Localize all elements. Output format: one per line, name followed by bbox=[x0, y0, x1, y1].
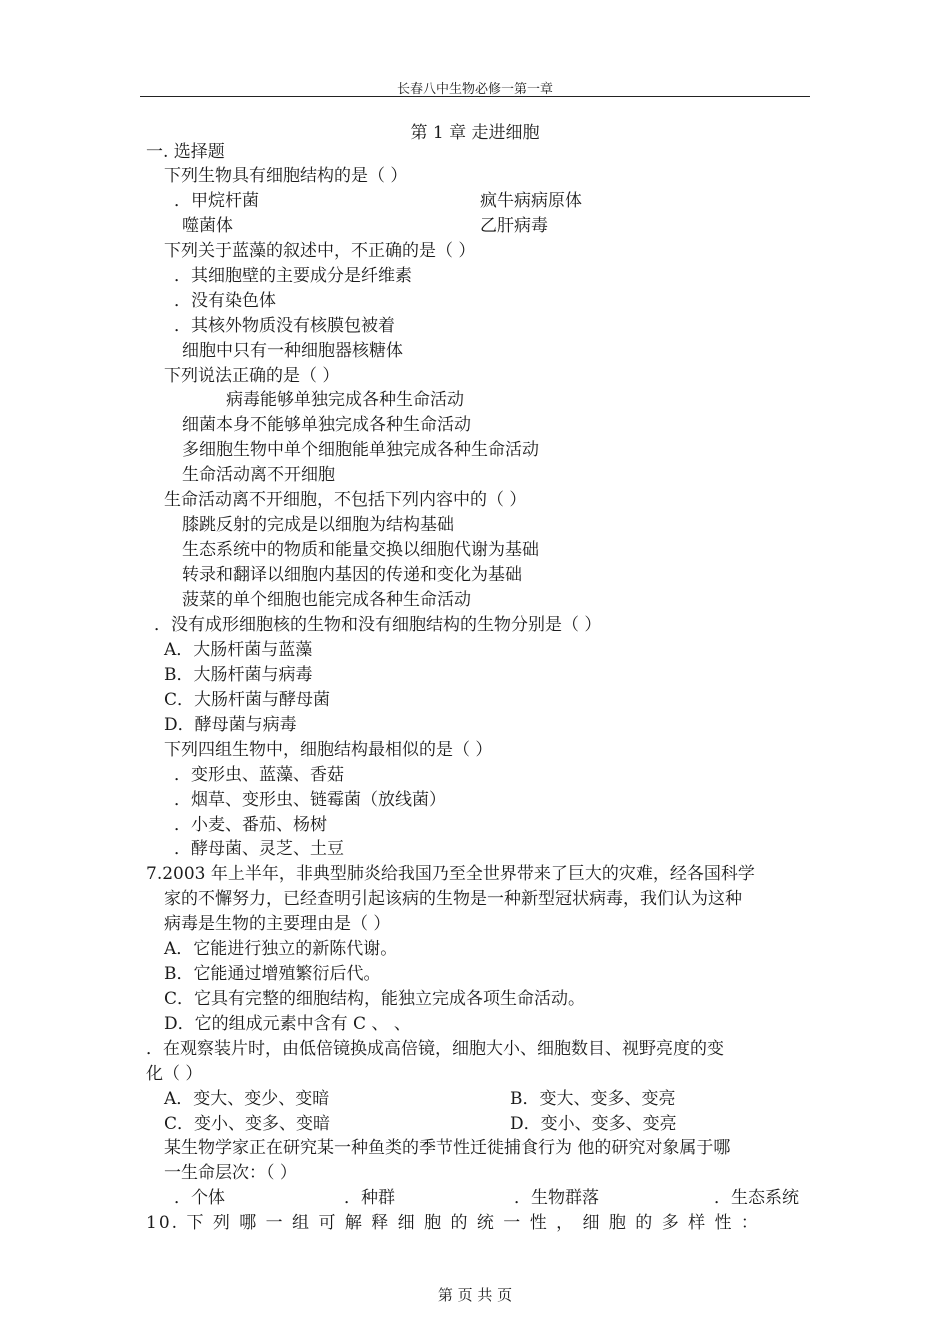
q4-option-d: 菠菜的单个细胞也能完成各种生命活动 bbox=[182, 590, 471, 610]
q5-option-b: B．大肠杆菌与病毒 bbox=[164, 665, 313, 685]
q5-option-d: D．酵母菌与病毒 bbox=[164, 715, 297, 735]
q7-stem-line2: 家的不懈努力，已经查明引起该病的生物是一种新型冠状病毒，我们认为这种 bbox=[164, 889, 742, 909]
q7-stem-line1: 7.2003 年上半年，非典型肺炎给我国乃至全世界带来了巨大的灾难，经各国科学 bbox=[146, 864, 755, 884]
q7-stem-line3: 病毒是生物的主要理由是（ ） bbox=[164, 914, 391, 934]
q8-option-c: C．变小、变多、变暗 bbox=[164, 1114, 331, 1134]
q2-option-b: ．没有染色体 bbox=[174, 291, 276, 311]
q1-option-b: 疯牛病病原体 bbox=[480, 191, 582, 211]
q8-stem-line1: ．在观察装片时，由低倍镜换成高倍镜，细胞大小、细胞数目、视野亮度的变 bbox=[146, 1039, 724, 1059]
q10-stem-line1: 10. 下 列 哪 一 组 可 解 释 细 胞 的 统 一 性 ， 细 胞 的 多 样 性 ： bbox=[146, 1213, 760, 1233]
q1-option-d: 乙肝病毒 bbox=[480, 216, 548, 236]
q6-stem: 下列四组生物中，细胞结构最相似的是（ ） bbox=[164, 740, 493, 760]
page-footer: 第 页 共 页 bbox=[437, 1286, 513, 1304]
q3-option-a: 病毒能够单独完成各种生命活动 bbox=[226, 390, 464, 410]
q3-option-c: 多细胞生物中单个细胞能单独完成各种生命活动 bbox=[182, 440, 539, 460]
q8-stem-line2: 化（ ） bbox=[146, 1064, 203, 1084]
q9-stem-line1: 某生物学家正在研究某一种鱼类的季节性迁徙捕食行为 他的研究对象属于哪 bbox=[164, 1138, 731, 1158]
q6-option-d: ．酵母菌、灵芝、土豆 bbox=[174, 839, 344, 859]
q8-option-d: D．变小、变多、变亮 bbox=[510, 1114, 677, 1134]
q4-option-a: 膝跳反射的完成是以细胞为结构基础 bbox=[182, 515, 454, 535]
q7-option-a: A．它能进行独立的新陈代谢。 bbox=[164, 939, 398, 959]
q2-stem: 下列关于蓝藻的叙述中，不正确的是（ ） bbox=[164, 241, 476, 261]
page-header: 长春八中生物必修一第一章 bbox=[396, 82, 553, 97]
q4-option-c: 转录和翻译以细胞内基因的传递和变化为基础 bbox=[182, 565, 522, 585]
q7-option-d: D．它的组成元素中含有 C 、 、 bbox=[164, 1014, 411, 1034]
q3-option-d: 生命活动离不开细胞 bbox=[182, 465, 335, 485]
q4-option-b: 生态系统中的物质和能量交换以细胞代谢为基础 bbox=[182, 540, 539, 560]
q6-option-a: ．变形虫、蓝藻、香菇 bbox=[174, 765, 344, 785]
q1-stem: 下列生物具有细胞结构的是（ ） bbox=[164, 166, 408, 186]
header-rule bbox=[140, 96, 810, 97]
q9-option-a: ．个体 bbox=[174, 1188, 225, 1208]
q1-option-a: ．甲烷杆菌 bbox=[174, 191, 259, 211]
q7-option-b: B．它能通过增殖繁衍后代。 bbox=[164, 964, 381, 984]
q8-option-a: A．变大、变少、变暗 bbox=[164, 1089, 330, 1109]
chapter-title: 第 1 章 走进细胞 bbox=[410, 123, 540, 143]
q9-stem-line2: 一生命层次：（ ） bbox=[164, 1163, 297, 1183]
q9-option-b: ．种群 bbox=[344, 1188, 395, 1208]
q4-stem: 生命活动离不开细胞，不包括下列内容中的（ ） bbox=[164, 490, 527, 510]
q5-option-c: C．大肠杆菌与酵母菌 bbox=[164, 690, 331, 710]
q9-option-d: ．生态系统 bbox=[714, 1188, 799, 1208]
q8-option-b: B．变大、变多、变亮 bbox=[510, 1089, 676, 1109]
section-heading: 一. 选择题 bbox=[146, 142, 225, 162]
q3-option-b: 细菌本身不能够单独完成各种生命活动 bbox=[182, 415, 471, 435]
q7-option-c: C．它具有完整的细胞结构，能独立完成各项生命活动。 bbox=[164, 989, 586, 1009]
q1-option-c: 噬菌体 bbox=[182, 216, 233, 236]
q9-option-c: ．生物群落 bbox=[514, 1188, 599, 1208]
q2-option-a: ．其细胞壁的主要成分是纤维素 bbox=[174, 266, 412, 286]
q2-option-c: ．其核外物质没有核膜包被着 bbox=[174, 316, 395, 336]
q6-option-c: ．小麦、番茄、杨树 bbox=[174, 815, 327, 835]
q5-option-a: A．大肠杆菌与蓝藻 bbox=[164, 640, 313, 660]
q3-stem: 下列说法正确的是（ ） bbox=[164, 366, 340, 386]
q6-option-b: ．烟草、变形虫、链霉菌（放线菌） bbox=[174, 790, 446, 810]
q2-option-d: 细胞中只有一种细胞器核糖体 bbox=[182, 341, 403, 361]
q5-stem: ．没有成形细胞核的生物和没有细胞结构的生物分别是（ ） bbox=[154, 615, 602, 635]
